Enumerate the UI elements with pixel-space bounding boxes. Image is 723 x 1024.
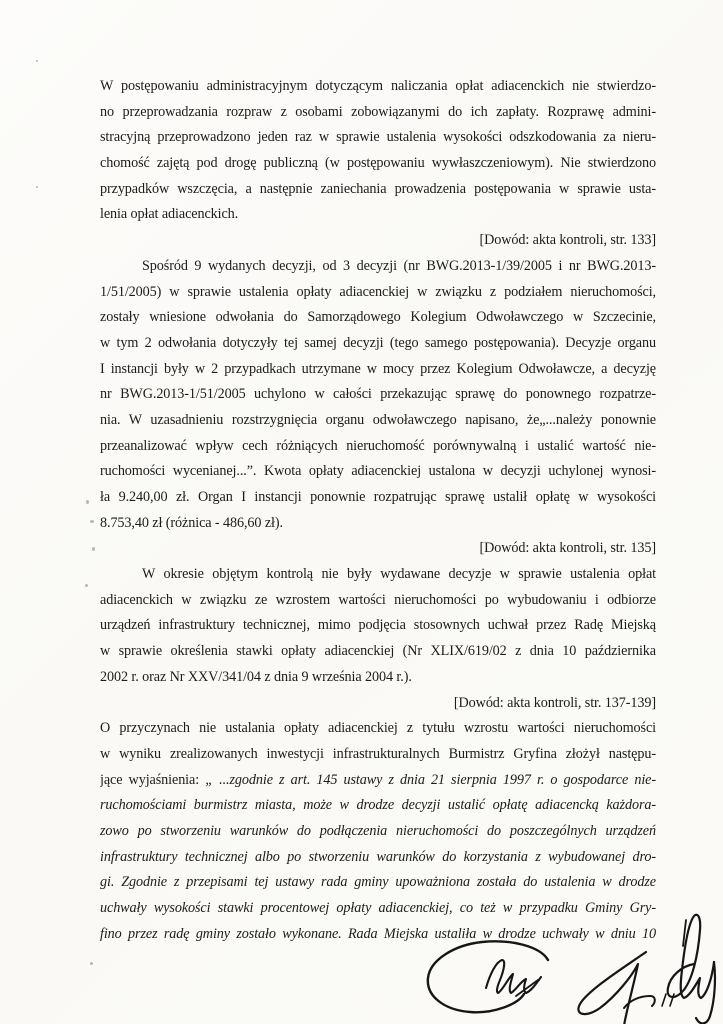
scan-speckle xyxy=(92,547,95,551)
scan-speckle xyxy=(85,584,88,587)
text-line: nia. W uzasadnieniu rozstrzygnięcia organu odwoławczego napisano, że„...należy ponownie xyxy=(100,411,656,428)
text-line: zostały wniesione odwołania do Samorządowego Kolegium Odwoławczego w Szczecinie, xyxy=(100,309,656,326)
paragraph xyxy=(100,254,656,537)
scan-speckle xyxy=(90,962,93,965)
text-line: przeanalizować wpływ cech różniących nieruchomość porównywalną i ustalić wartość nie- xyxy=(100,437,656,454)
text-line: ruchomości wycenianej...”. Kwota opłaty adiacenckiej ustalona w decyzji uchylonej wynosi- xyxy=(100,463,656,480)
text-line: przypadków wszczęcia, a następnie zaniechania prowadzenia postępowania w sprawie usta- xyxy=(100,180,656,197)
text-line: lenia opłat adiacenckich. xyxy=(100,206,239,223)
text-line: 1/51/2005) w sprawie ustalenia opłaty adiacenckiej w związku z podziałem nieruchomości, xyxy=(100,283,656,300)
text-line: 2002 r. oraz Nr XXV/341/04 z dnia 9 września 2004 r.). xyxy=(100,668,412,685)
text-line: infrastruktury technicznej albo po stworzeniu warunków do korzystania z wybudowanej dro- xyxy=(100,848,656,865)
text-line: W postępowaniu administracyjnym dotyczącym naliczania opłat adiacenckich nie stwierdzo- xyxy=(100,78,656,94)
text-line: zowo po stworzeniu warunków do podłączenia nieruchomości do poszczególnych urządzeń xyxy=(100,822,656,839)
text-line xyxy=(100,768,656,794)
text-line: w tym 2 odwołania dotyczyły tej samej decyzji (tego samego postępowania). Decyzje organu xyxy=(100,334,656,351)
text-line: 8.753,40 zł (różnica - 486,60 zł). xyxy=(100,514,283,531)
scan-speckle xyxy=(90,520,94,523)
text-line: Spośród 9 wydanych decyzji, od 3 decyzji (nr BWG.2013-1/39/2005 i nr BWG.2013- xyxy=(142,257,656,274)
document-body xyxy=(100,74,656,947)
scan-speckle xyxy=(36,60,38,62)
text-line: adiacenckich w związku ze wzrostem wartości nieruchomości po wybudowaniu i odbiorze xyxy=(100,591,656,608)
text-line: fino przez radę gminy zostało wykonane. Rada Miejska ustaliła w drodze uchwały w dniu 10 xyxy=(100,925,656,942)
text-line: nr BWG.2013-1/51/2005 uchylono w całości przekazując sprawę do ponownego rozpatrze- xyxy=(100,386,656,403)
text-line: gi. Zgodnie z przepisami tej ustawy rada gminy upoważniona została do ustalenia w drodze xyxy=(100,874,656,891)
text-line: stracyjną przeprowadzono jeden raz w sprawie ustalenia wysokości odszkodowania za nieru- xyxy=(100,129,656,146)
evidence-reference: [Dowód: akta kontroli, str. 135] xyxy=(479,540,656,557)
evidence-reference: [Dowód: akta kontroli, str. 133] xyxy=(479,232,656,249)
handwritten-signature-left-icon xyxy=(420,936,572,1020)
scan-speckle xyxy=(86,500,89,504)
text-line: w wyniku zrealizowanych inwestycji infrastrukturalnych Burmistrz Gryfina złożył następu- xyxy=(100,745,656,762)
text-line: O przyczynach nie ustalania opłaty adiacenckiej z tytułu wzrostu wartości nieruchomości xyxy=(100,720,656,737)
text-line: w sprawie określenia stawki opłaty adiacenckiej (Nr XLIX/619/02 z dnia 10 października xyxy=(100,643,656,660)
text-run: jące wyjaśnienia: xyxy=(100,771,206,788)
paragraph xyxy=(100,74,656,228)
handwritten-signature-right-icon xyxy=(566,908,722,1024)
text-line: ruchomościami burmistrz miasta, może w drodze decyzji ustalić opłatę adiacencką każdora- xyxy=(100,797,656,814)
paragraph xyxy=(100,562,656,690)
text-line: W okresie objętym kontrolą nie były wydawane decyzje w sprawie ustalenia opłat xyxy=(142,566,656,583)
text-run: „ ...zgodnie z art. 145 ustawy z dnia 21 sierpnia 1997 r. o gospodarce nie- xyxy=(205,771,656,788)
text-line: urządzeń infrastruktury technicznej, mimo podjęcia stosownych uchwał przez Radę Miejską xyxy=(100,617,656,634)
text-line: ła 9.240,00 zł. Organ I instancji ponownie rozpatrując sprawę ustalił opłatę w wysokości xyxy=(100,489,656,505)
scan-speckle xyxy=(36,186,38,188)
text-line: uchwały wysokości stawki procentowej opłaty adiacenckiej, co też w przypadku Gminy Gry- xyxy=(100,900,656,916)
evidence-reference: [Dowód: akta kontroli, str. 137-139] xyxy=(453,694,656,711)
text-line: no przeprowadzania rozpraw z osobami zobowiązanymi do ich zapłaty. Rozprawę admini- xyxy=(100,103,656,120)
text-line: chomość zajętą pod drogę publiczną (w postępowaniu wywłaszczeniowym). Nie stwierdzono xyxy=(100,155,656,172)
text-line: I instancji były w 2 przypadkach utrzymane w mocy przez Kolegium Odwoławcze, a decyzję xyxy=(100,360,656,377)
